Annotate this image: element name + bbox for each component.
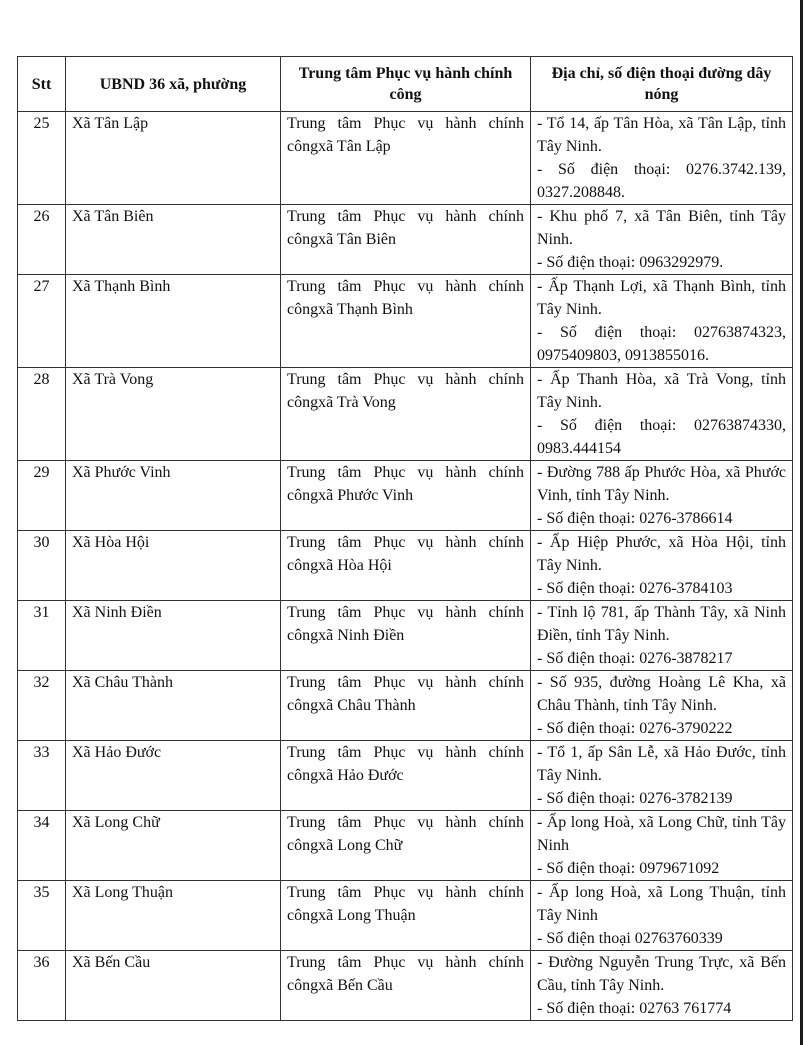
row-service-center: Trung tâm Phục vụ hành chính côngxã Thạnh Bình: [281, 275, 531, 368]
row-service-center: Trung tâm Phục vụ hành chính côngxã Hảo Đước: [281, 741, 531, 811]
row-address-cell: [531, 951, 793, 1021]
row-service-center: Trung tâm Phục vụ hành chính côngxã Bến Cầu: [281, 951, 531, 1021]
table-row: [18, 205, 793, 275]
row-ward-name: Xã Long Chữ: [66, 811, 281, 881]
row-address: - Số 935, đường Hoàng Lê Kha, xã Châu Thành, tỉnh Tây Ninh.: [537, 674, 786, 714]
row-ward-name: Xã Tân Lập: [66, 112, 281, 205]
row-phone: - Số điện thoại: 0276-3784103: [537, 580, 733, 597]
row-phone: - Số điện thoại: 0276-3782139: [537, 790, 733, 807]
row-stt: 36: [18, 951, 66, 1021]
row-phone: - Số điện thoại: 02763874330, 0983.444154: [537, 417, 786, 457]
row-stt: 30: [18, 531, 66, 601]
table-row: [18, 368, 793, 461]
row-ward-name: Xã Thạnh Bình: [66, 275, 281, 368]
row-service-center: Trung tâm Phục vụ hành chính côngxã Phước Vinh: [281, 461, 531, 531]
row-stt: 34: [18, 811, 66, 881]
row-address: - Tỉnh lộ 781, ấp Thành Tây, xã Ninh Điền, tỉnh Tây Ninh.: [537, 604, 786, 644]
row-stt: 32: [18, 671, 66, 741]
header-address: Địa chỉ, số điện thoại đường dây nóng: [531, 57, 793, 112]
table-row: [18, 461, 793, 531]
header-center: Trung tâm Phục vụ hành chính công: [281, 57, 531, 112]
row-address-cell: [531, 881, 793, 951]
header-stt: Stt: [18, 57, 66, 112]
row-phone: - Số điện thoại: 0276-3878217: [537, 650, 733, 667]
row-phone: - Số điện thoại: 0979671092: [537, 860, 720, 877]
table-row: [18, 275, 793, 368]
row-service-center: Trung tâm Phục vụ hành chính côngxã Long Thuận: [281, 881, 531, 951]
row-address: - Đường Nguyễn Trung Trực, xã Bến Cầu, tỉnh Tây Ninh.: [537, 954, 786, 994]
row-ward-name: Xã Trà Vong: [66, 368, 281, 461]
row-service-center: Trung tâm Phục vụ hành chính côngxã Tân Biên: [281, 205, 531, 275]
row-ward-name: Xã Hảo Đước: [66, 741, 281, 811]
row-stt: 35: [18, 881, 66, 951]
row-stt: 27: [18, 275, 66, 368]
table-row: [18, 881, 793, 951]
row-phone: - Số điện thoại: 02763 761774: [537, 1000, 732, 1017]
row-service-center: Trung tâm Phục vụ hành chính côngxã Tân Lập: [281, 112, 531, 205]
row-ward-name: Xã Long Thuận: [66, 881, 281, 951]
row-address: - Đường 788 ấp Phước Hòa, xã Phước Vinh, tỉnh Tây Ninh.: [537, 464, 786, 504]
page-edge-rule: [800, 0, 803, 1045]
administrative-centers-table: [17, 56, 793, 1021]
row-address: - Ấp Hiệp Phước, xã Hòa Hội, tỉnh Tây Ninh.: [537, 534, 786, 574]
row-ward-name: Xã Bến Cầu: [66, 951, 281, 1021]
header-ward: UBND 36 xã, phường: [66, 57, 281, 112]
row-phone: - Số điện thoại 02763760339: [537, 930, 723, 947]
row-address: - Tổ 14, ấp Tân Hòa, xã Tân Lập, tỉnh Tây Ninh.: [537, 115, 786, 155]
table-row: [18, 741, 793, 811]
row-service-center: Trung tâm Phục vụ hành chính côngxã Long Chữ: [281, 811, 531, 881]
row-ward-name: Xã Tân Biên: [66, 205, 281, 275]
row-address: - Ấp Thanh Hòa, xã Trà Vong, tỉnh Tây Ninh.: [537, 371, 786, 411]
table-row: [18, 951, 793, 1021]
row-phone: - Số điện thoại: 0276-3790222: [537, 720, 733, 737]
row-address-cell: [531, 531, 793, 601]
row-stt: 28: [18, 368, 66, 461]
row-phone: - Số điện thoại: 0276.3742.139, 0327.208848.: [537, 161, 786, 201]
row-address-cell: [531, 275, 793, 368]
row-address-cell: [531, 601, 793, 671]
row-address-cell: [531, 461, 793, 531]
row-stt: 26: [18, 205, 66, 275]
table-row: [18, 112, 793, 205]
row-stt: 29: [18, 461, 66, 531]
row-stt: 25: [18, 112, 66, 205]
row-address: - Khu phố 7, xã Tân Biên, tỉnh Tây Ninh.: [537, 208, 786, 248]
row-address: - Tổ 1, ấp Sân Lễ, xã Hảo Đước, tỉnh Tây Ninh.: [537, 744, 786, 784]
row-address-cell: [531, 112, 793, 205]
row-address-cell: [531, 741, 793, 811]
row-address-cell: [531, 368, 793, 461]
row-phone: - Số điện thoại: 0963292979.: [537, 254, 724, 271]
row-stt: 31: [18, 601, 66, 671]
row-address: - Ấp long Hoà, xã Long Thuận, tỉnh Tây Ninh: [537, 884, 786, 924]
row-service-center: Trung tâm Phục vụ hành chính côngxã Ninh Điền: [281, 601, 531, 671]
row-address-cell: [531, 811, 793, 881]
row-service-center: Trung tâm Phục vụ hành chính côngxã Châu Thành: [281, 671, 531, 741]
row-service-center: Trung tâm Phục vụ hành chính côngxã Hòa Hội: [281, 531, 531, 601]
row-address: - Ấp long Hoà, xã Long Chữ, tỉnh Tây Ninh: [537, 814, 786, 854]
row-ward-name: Xã Ninh Điền: [66, 601, 281, 671]
row-address-cell: [531, 671, 793, 741]
row-ward-name: Xã Hòa Hội: [66, 531, 281, 601]
row-address: - Ấp Thạnh Lợi, xã Thạnh Bình, tỉnh Tây Ninh.: [537, 278, 786, 318]
table-row: [18, 601, 793, 671]
row-ward-name: Xã Phước Vinh: [66, 461, 281, 531]
table-header-row: [18, 57, 793, 112]
table-row: [18, 531, 793, 601]
row-phone: - Số điện thoại: 02763874323, 0975409803, 0913855016.: [537, 324, 786, 364]
row-phone: - Số điện thoại: 0276-3786614: [537, 510, 733, 527]
row-stt: 33: [18, 741, 66, 811]
row-ward-name: Xã Châu Thành: [66, 671, 281, 741]
table-row: [18, 671, 793, 741]
table-row: [18, 811, 793, 881]
row-address-cell: [531, 205, 793, 275]
row-service-center: Trung tâm Phục vụ hành chính côngxã Trà Vong: [281, 368, 531, 461]
